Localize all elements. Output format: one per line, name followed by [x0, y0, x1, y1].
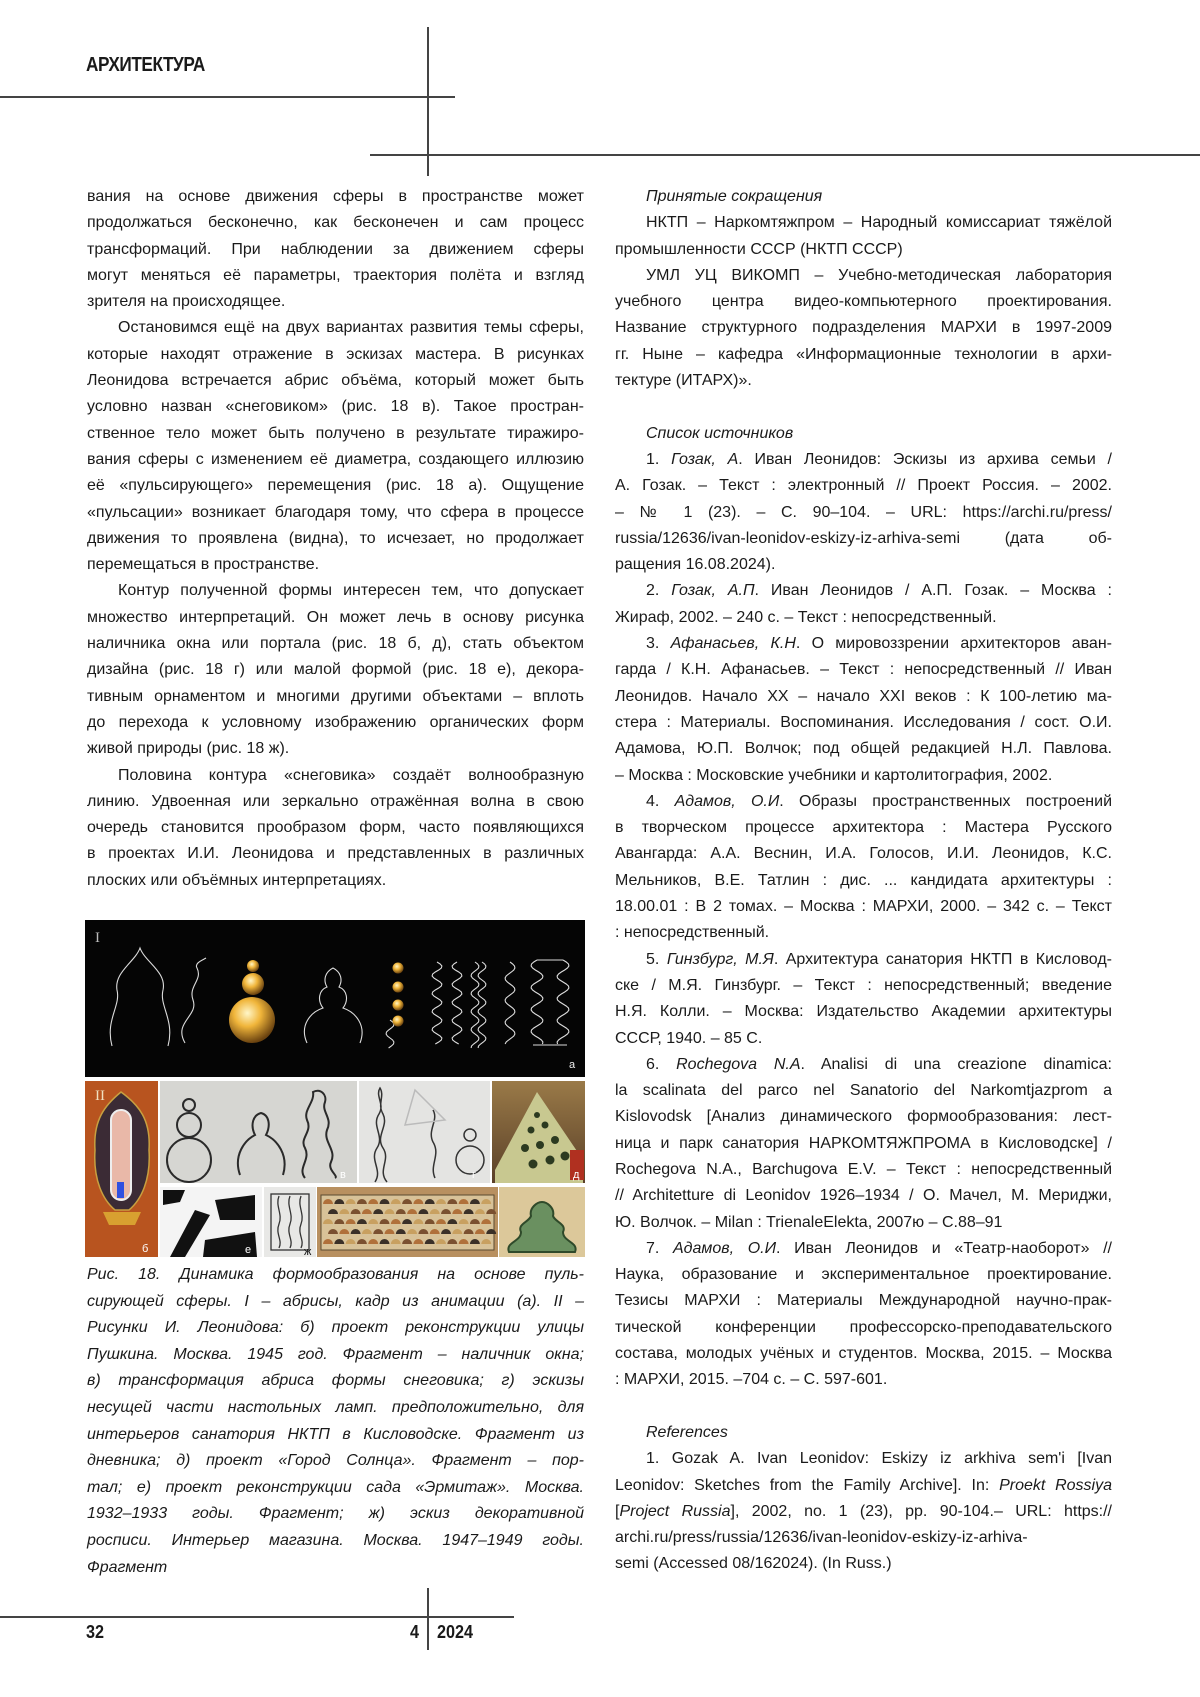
text-segment: НКТП – Наркомтяжпром – Народный комиссариат тяжёлой — [646, 214, 1112, 231]
label-b: б — [142, 1243, 148, 1255]
text-segment: russia/12636/ivan-leonidov-eskizy-iz-arhiva-semi (дата об- — [615, 530, 1112, 547]
reference-line — [615, 526, 1112, 552]
label-a: а — [569, 1059, 576, 1071]
panel-ii-label: II — [95, 1088, 105, 1104]
reference-line — [615, 1104, 1112, 1130]
text-segment: А. Гозак. – Текст : электронный // Проект Россия. – 2002. — [615, 477, 1112, 494]
text-segment: состава, молодых учёных и студентов. Москва, 2015. – Москва — [615, 1345, 1112, 1362]
text-segment: Kislovodsk [Анализ динамического формообразования: лест- — [615, 1108, 1112, 1125]
text-segment: в творческом процессе архитектора : Мастера Русского — [615, 819, 1112, 836]
reference-line — [615, 1131, 1112, 1157]
text-line: наличника окна или портала (рис. 18 б, д), стать объектом — [87, 631, 584, 657]
text-segment: : МАРХИ, 2015. –704 с. – С. 597-601. — [615, 1371, 887, 1388]
panel-ii-drawings — [85, 1081, 585, 1257]
reference-line — [615, 578, 1112, 604]
body-text-right-column — [615, 184, 1112, 1578]
caption-line: тал; е) проект реконструкции сада «Эрмитаж». Москва. — [87, 1475, 584, 1502]
text-segment: СССР, 1940. – 85 С. — [615, 1030, 762, 1047]
text-line: её «пульсирующего» перемещения (рис. 18 а). Ощущение — [87, 473, 584, 499]
figure-caption — [87, 1262, 584, 1581]
text-segment: 6. — [646, 1056, 676, 1073]
reference-line — [615, 894, 1112, 920]
text-segment: ске / М.Я. Гинзбург. – Текст : непосредственный; введение — [615, 977, 1112, 994]
reference-line — [615, 763, 1112, 789]
reference-line — [615, 315, 1112, 341]
text-segment: УМЛ УЦ ВИКОМП – Учебно-методическая лаборатория — [646, 267, 1112, 284]
text-line: в проектах И.И. Леонидова и представленных в различных — [87, 841, 584, 867]
text-segment: 18.00.01 : В 2 томах. – Москва : МАРХИ, 2000. – 342 с. – Текст — [615, 898, 1112, 915]
text-segment: . Analisi di una creazione dinamica: — [801, 1056, 1113, 1073]
caption-line: сирующей сферы. I – абрисы, кадр из анимации (а). II – — [87, 1289, 584, 1316]
reference-line — [615, 999, 1112, 1025]
reference-line — [615, 1236, 1112, 1262]
caption-line: Рисунки И. Леонидова: б) проект реконструкции улицы — [87, 1315, 584, 1342]
text-segment: тектуре (ИТАРХ)». — [615, 372, 752, 389]
blank-line — [615, 1394, 1112, 1420]
text-segment: 3. — [646, 635, 671, 652]
caption-line: 1932–1933 годы. Фрагмент; ж) эскиз декоративной — [87, 1501, 584, 1528]
text-line: трансформаций. При наблюдении за движением сферы — [87, 237, 584, 263]
text-segment: Тезисы МАРХИ : Материалы Международной научно-прак- — [615, 1292, 1112, 1309]
reference-line — [615, 868, 1112, 894]
text-segment: archi.ru/press/russia/12636/ivan-leonidov-eskizy-iz-arhiva- — [615, 1529, 1028, 1546]
caption-line: интерьеров санатория НКТП в Кисловодске. Фрагмент из — [87, 1422, 584, 1449]
reference-line — [615, 263, 1112, 289]
text-segment: . О мировоззрении архитекторов аван- — [796, 635, 1112, 652]
text-segment: Адамова, Ю.П. Волчок; под общей редакцией Н.Л. Павлова. — [615, 740, 1112, 757]
text-segment: ращения 16.08.2024). — [615, 556, 775, 573]
text-segment: гарда / К.Н. Афанасьев. – Текст : непосредственный // Иван — [615, 661, 1112, 678]
text-line: плоских или объёмных интерпретациях. — [87, 868, 584, 894]
reference-line — [615, 815, 1112, 841]
reference-line — [615, 789, 1112, 815]
text-segment: Ю. Волчок. – Milan : TrienaleElekta, 2007ю – С.88–91 — [615, 1214, 1002, 1231]
text-line: вания сферы с изменением её диаметра, создающего иллюзию — [87, 447, 584, 473]
text-segment: : непосредственный. — [615, 924, 769, 941]
reference-line — [615, 947, 1112, 973]
italic-segment: Адамов, О.И — [675, 793, 780, 810]
text-line: перемещаться в пространстве. — [87, 552, 584, 578]
text-segment: [ — [615, 1503, 619, 1520]
text-segment: ], 2002, no. 1 (23), pp. 90-104.– URL: https:// — [731, 1503, 1113, 1520]
section-heading: References — [615, 1420, 1112, 1446]
text-segment: 4. — [646, 793, 675, 810]
reference-line — [615, 1525, 1112, 1551]
text-line: продолжаться бесконечно, как бесконечен и сам процесс — [87, 210, 584, 236]
reference-line — [615, 1262, 1112, 1288]
text-segment: . Иван Леонидов: Эскизы из архива семьи / — [738, 451, 1112, 468]
reference-line — [615, 289, 1112, 315]
text-line: могут меняться её параметры, траектория полёта и взгляд — [87, 263, 584, 289]
reference-line — [615, 920, 1112, 946]
italic-segment: Rochegova N.A — [676, 1056, 800, 1073]
text-segment: 7. — [646, 1240, 673, 1257]
reference-line — [615, 631, 1112, 657]
text-segment: учебного центра видео-компьютерного проектирования. — [615, 293, 1112, 310]
reference-line — [615, 1078, 1112, 1104]
text-segment: Наука, образование и экспериментальное проектирование. — [615, 1266, 1112, 1283]
text-segment: Rochegova N.A., Barchugova E.V. – Текст : непосредственный — [615, 1161, 1112, 1178]
text-line: тивным орнаментом и многими другими объектами – вплоть — [87, 684, 584, 710]
label-e: е — [245, 1244, 251, 1256]
caption-line: несущей части настольных ламп. предположительно, для — [87, 1395, 584, 1422]
figure-illustration — [85, 920, 585, 1257]
text-line: условно назван «снеговиком» (рис. 18 в). Такое простран- — [87, 394, 584, 420]
text-line: Контур полученной формы интересен тем, что допускает — [87, 578, 584, 604]
text-segment: . Образы пространственных построений — [779, 793, 1112, 810]
caption-line: дневника; д) проект «Город Солнца». Фрагмент – пор- — [87, 1448, 584, 1475]
text-line: очередь становится прообразом форм, часто появляющихся — [87, 815, 584, 841]
italic-segment: Гозак, А — [671, 451, 738, 468]
caption-line: Пушкина. Москва. 1945 год. Фрагмент – наличник окна; — [87, 1342, 584, 1369]
caption-line: Рис. 18. Динамика формообразования на основе пуль- — [87, 1262, 584, 1289]
text-segment: Leonidov: Sketches from the Family Archive]. In: — [615, 1477, 999, 1494]
reference-line — [615, 500, 1112, 526]
text-line: до перехода к условному изображению органических форм — [87, 710, 584, 736]
reference-line — [615, 1157, 1112, 1183]
label-zh: ж — [304, 1246, 312, 1257]
text-line: «пульсации» возникает благодаря тому, что сфера в процессе — [87, 500, 584, 526]
page-number: 32 — [86, 1622, 104, 1643]
text-segment: стера : Материалы. Воспоминания. Исследования / сост. О.И. — [615, 714, 1112, 731]
header-rule-horizontal — [0, 96, 455, 98]
text-line: которые находят отражение в эскизах мастера. В рисунках — [87, 342, 584, 368]
reference-line — [615, 1341, 1112, 1367]
text-line: движения то проявлена (видна), то исчезает, но продолжает — [87, 526, 584, 552]
text-segment: la scalinata del parco nel Sanatorio del Narkomtjazprom a — [615, 1082, 1112, 1099]
italic-segment: Гинзбург, М.Я — [667, 951, 774, 968]
text-line: дизайна (рис. 18 г) или малой формой (рис. 18 е), декора- — [87, 657, 584, 683]
text-line: вания на основе движения сферы в пространстве может — [87, 184, 584, 210]
italic-segment: Proekt Rossiya — [999, 1477, 1112, 1494]
panel-i-label: I — [95, 930, 100, 946]
text-segment: 1. Gozak A. Ivan Leonidov: Eskizy iz arkhiva sem'i [Ivan — [646, 1450, 1112, 1467]
label-g: г — [472, 1169, 476, 1181]
text-line: зрителя на происходящее. — [87, 289, 584, 315]
text-segment: – Москва : Московские учебники и картолитография, 2002. — [615, 767, 1052, 784]
issue-number: 4 — [410, 1622, 419, 1643]
italic-segment: Афанасьев, К.Н — [671, 635, 796, 652]
blank-line — [615, 394, 1112, 420]
text-segment: Название структурного подразделения МАРХИ в 1997-2009 — [615, 319, 1112, 336]
body-text-left-column — [87, 184, 584, 894]
reference-line — [615, 1551, 1112, 1577]
reference-line — [615, 1026, 1112, 1052]
caption-line: в) трансформация абриса формы снеговика; г) эскизы — [87, 1368, 584, 1395]
text-segment: ница и парк санатория НАРКОМТЯЖПРОМА в Кисловодске] / — [615, 1135, 1112, 1152]
reference-line — [615, 605, 1112, 631]
text-segment: semi (Accessed 08/162024). (In Russ.) — [615, 1555, 892, 1572]
reference-line — [615, 684, 1112, 710]
label-d: д — [573, 1169, 580, 1181]
panel-i-animation-frame — [85, 920, 585, 1077]
reference-line — [615, 1052, 1112, 1078]
text-segment: тической конференции профессорско-преподавательского — [615, 1319, 1112, 1336]
reference-line — [615, 237, 1112, 263]
text-segment: 2. — [646, 582, 671, 599]
label-v: в — [340, 1169, 346, 1181]
text-line: Остановимся ещё на двух вариантах развития темы сферы, — [87, 315, 584, 341]
footer-rule-horizontal — [0, 1616, 514, 1618]
reference-line — [615, 552, 1112, 578]
reference-line — [615, 342, 1112, 368]
caption-line: росписи. Интерьер магазина. Москва. 1947–1949 годы. — [87, 1528, 584, 1555]
text-segment: гг. Ныне – кафедра «Информационные технологии в архи- — [615, 346, 1112, 363]
section-heading: Принятые сокращения — [615, 184, 1112, 210]
reference-line — [615, 710, 1112, 736]
text-segment: Мельников, В.Е. Татлин : дис. ... кандидата архитектуры : — [615, 872, 1112, 889]
reference-line — [615, 1183, 1112, 1209]
text-segment: // Architetture di Leonidov 1926–1934 / О. Мачел, М. Мериджи, — [615, 1187, 1112, 1204]
text-line: ственное тело может быть получено в результате тиражиро- — [87, 421, 584, 447]
reference-line — [615, 736, 1112, 762]
text-segment: 1. — [646, 451, 671, 468]
italic-segment: Адамов, О.И — [673, 1240, 776, 1257]
text-line: множество интерпретаций. Он может лечь в основу рисунка — [87, 605, 584, 631]
reference-line — [615, 1315, 1112, 1341]
reference-line — [615, 1288, 1112, 1314]
text-line: Половина контура «снеговика» создаёт волнообразную — [87, 763, 584, 789]
text-line: Леонидова встречается абрис объёма, который может быть — [87, 368, 584, 394]
section-title: АРХИТЕКТУРА — [86, 54, 205, 77]
reference-line — [615, 210, 1112, 236]
footer-rule-vertical — [427, 1588, 429, 1650]
reference-line — [615, 1499, 1112, 1525]
text-segment: . Иван Леонидов и «Театр-наоборот» // — [776, 1240, 1112, 1257]
reference-line — [615, 841, 1112, 867]
reference-line — [615, 368, 1112, 394]
reference-line — [615, 973, 1112, 999]
issue-year: 2024 — [437, 1622, 473, 1643]
caption-line: Фрагмент — [87, 1555, 584, 1582]
reference-line — [615, 447, 1112, 473]
text-segment: – № 1 (23). – С. 90–104. – URL: https://archi.ru/press/ — [615, 504, 1112, 521]
text-line: живой природы (рис. 18 ж). — [87, 736, 584, 762]
reference-line — [615, 1473, 1112, 1499]
section-heading: Список источников — [615, 421, 1112, 447]
text-segment: 5. — [646, 951, 667, 968]
text-segment: Леонидов. Начало XX – начало XXI веков : К 100-летию ма- — [615, 688, 1112, 705]
reference-line — [615, 1210, 1112, 1236]
text-segment: Н.Я. Колли. – Москва: Издательство Академии архитектуры — [615, 1003, 1112, 1020]
text-segment: Авангарда: А.А. Веснин, И.А. Голосов, И.И. Леонидов, К.С. — [615, 845, 1112, 862]
reference-line — [615, 657, 1112, 683]
reference-line — [615, 1446, 1112, 1472]
text-segment: . Архитектура санатория НКТП в Кисловод- — [774, 951, 1112, 968]
header-rule-long — [370, 154, 1200, 156]
figure-18 — [85, 920, 585, 1257]
italic-segment: Гозак, А.П — [671, 582, 754, 599]
text-line: линию. Удвоенная или зеркально отражённая волна в свою — [87, 789, 584, 815]
italic-segment: Project Russia — [619, 1503, 730, 1520]
reference-line — [615, 473, 1112, 499]
text-segment: промышленности СССР (НКТП СССР) — [615, 241, 903, 258]
text-segment: Жираф, 2002. – 240 с. – Текст : непосредственный. — [615, 609, 997, 626]
text-segment: . Иван Леонидов / А.П. Гозак. – Москва : — [755, 582, 1112, 599]
reference-line — [615, 1367, 1112, 1393]
